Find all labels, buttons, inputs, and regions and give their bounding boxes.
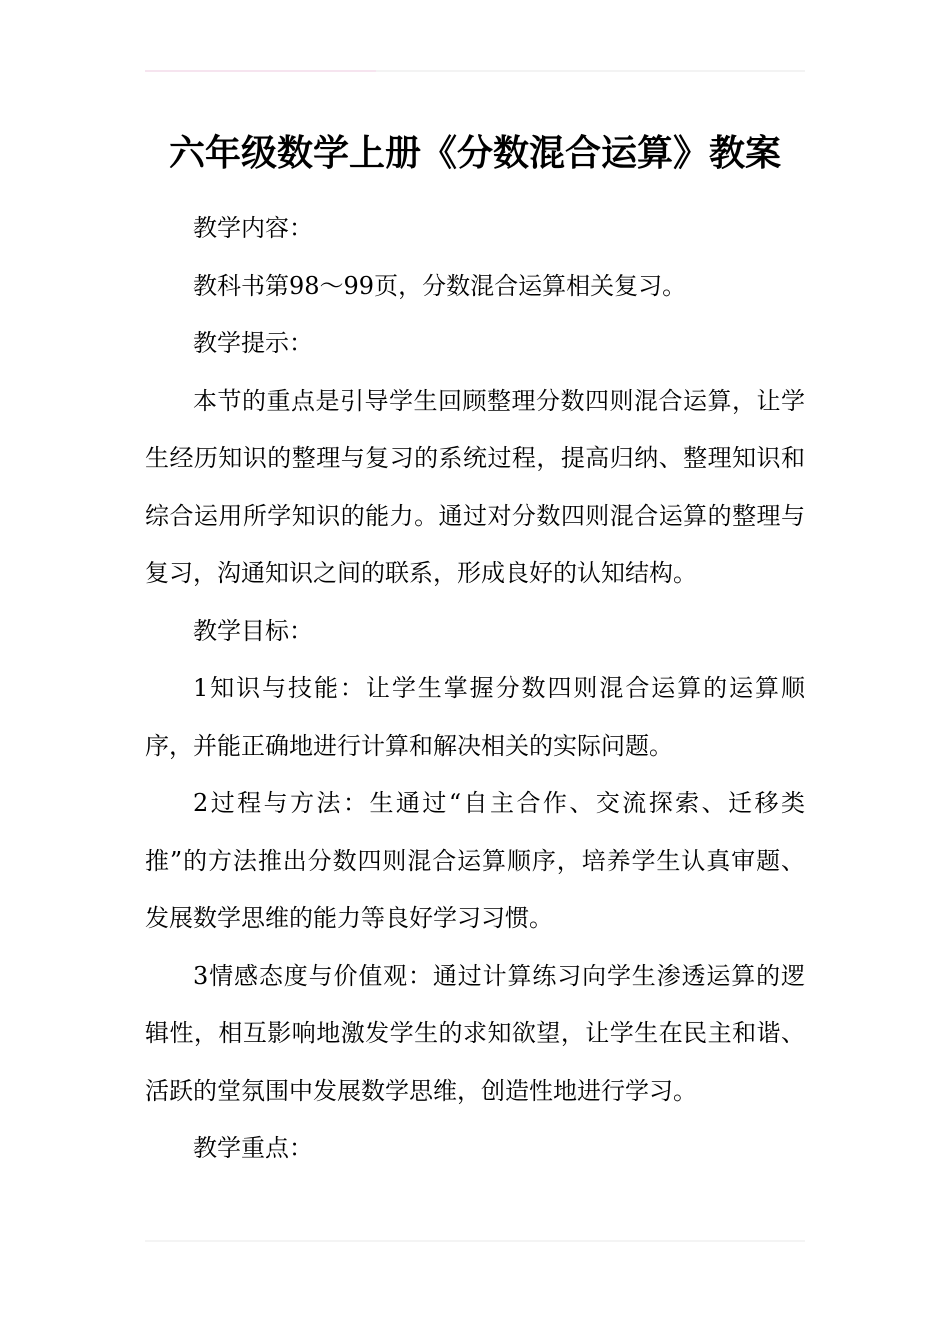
paragraph-teaching-tips: 本节的重点是引导学生回顾整理分数四则混合运算，让学生经历知识的整理与复习的系统过程，提高归纳、整理知识和综合运用所学知识的能力。通过对分数四则混合运算的整理与复习，沟通知识之间的联系，形成良好的认知结构。 xyxy=(145,386,805,587)
document-body xyxy=(145,200,805,1178)
document-title: 六年级数学上册《分数混合运算》教案 xyxy=(168,133,781,174)
paragraph-teaching-content-heading: 教学内容： xyxy=(193,214,313,242)
header-rule xyxy=(145,70,805,72)
footer-rule xyxy=(145,1240,805,1242)
paragraph-goal-attitude: 3情感态度与价值观：通过计算练习向学生渗透运算的逻辑性，相互影响地激发学生的求知欲望，让学生在民主和谐、活跃的堂氛围中发展数学思维，创造性地进行学习。 xyxy=(145,961,805,1105)
paragraph-teaching-focus-heading: 教学重点： xyxy=(193,1134,313,1162)
paragraph-goal-process: 2过程与方法：生通过“自主合作、交流探索、迁移类推”的方法推出分数四则混合运算顺序，培养学生认真审题、发展数学思维的能力等良好学习习惯。 xyxy=(145,789,805,932)
paragraph-teaching-goals-heading: 教学目标： xyxy=(193,616,313,645)
paragraph-teaching-content: 教科书第98～99页，分数混合运算相关复习。 xyxy=(193,271,687,300)
paragraph-goal-knowledge: 1知识与技能：让学生掌握分数四则混合运算的运算顺序，并能正确地进行计算和解决相关的实际问题。 xyxy=(145,674,805,760)
paragraph-teaching-tips-heading: 教学提示： xyxy=(193,329,313,357)
